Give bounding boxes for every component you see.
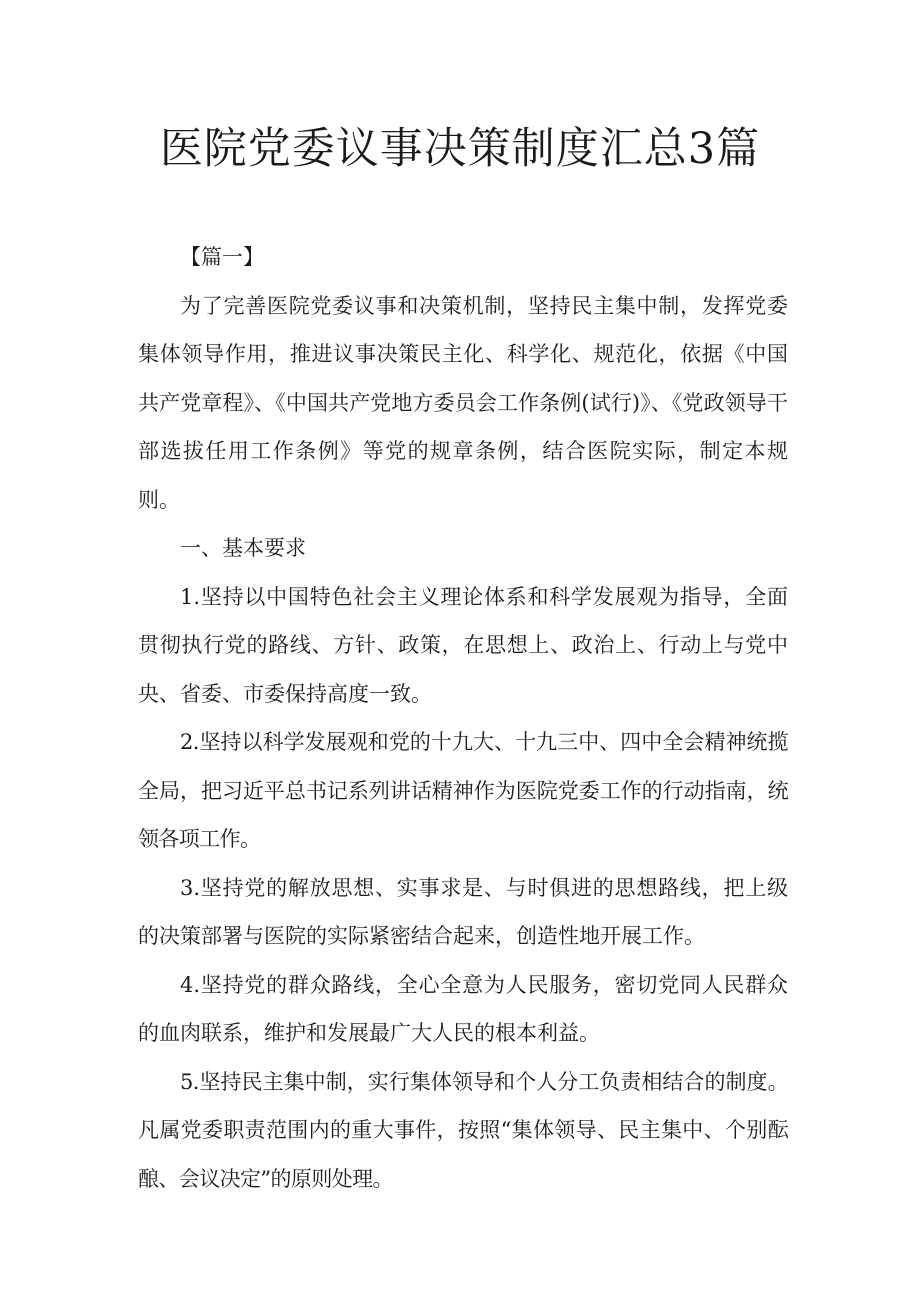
document-title: 医院党委议事决策制度汇总3篇	[159, 124, 761, 174]
section-label: 【篇一】	[180, 245, 264, 269]
paragraph-item-1: 1.坚持以中国特色社会主义理论体系和科学发展观为指导，全面贯彻执行党的路线、方针、政策，在思想上、政治上、行动上与党中央、省委、市委保持高度一致。	[138, 584, 788, 706]
paragraph-item-5: 5.坚持民主集中制，实行集体领导和个人分工负责相结合的制度。凡属党委职责范围内的重大事件，按照“集体领导、民主集中、个别酝酿、会议决定”的原则处理。	[138, 1069, 788, 1191]
paragraph-item-4: 4.坚持党的群众路线，全心全意为人民服务，密切党同人民群众的血肉联系，维护和发展最广大人民的根本利益。	[138, 972, 788, 1045]
paragraph-item-2: 2.坚持以科学发展观和党的十九大、十九三中、四中全会精神统揽全局，把习近平总书记系列讲话精神作为医院党委工作的行动指南，统领各项工作。	[138, 730, 788, 851]
paragraph-intro: 为了完善医院党委议事和决策机制，坚持民主集中制，发挥党委集体领导作用，推进议事决策民主化、科学化、规范化，依据《中国共产党章程》、《中国共产党地方委员会工作条例(试行)》、《党政领导干部选拔任用工作条例》等党的规章条例，结合医院实际，制定本规则。	[138, 293, 788, 512]
heading-basic-requirements: 一、基本要求	[180, 536, 306, 560]
paragraph-item-3: 3.坚持党的解放思想、实事求是、与时俱进的思想路线，把上级的决策部署与医院的实际紧密结合起来，创造性地开展工作。	[138, 875, 788, 948]
document-body	[138, 233, 788, 1203]
